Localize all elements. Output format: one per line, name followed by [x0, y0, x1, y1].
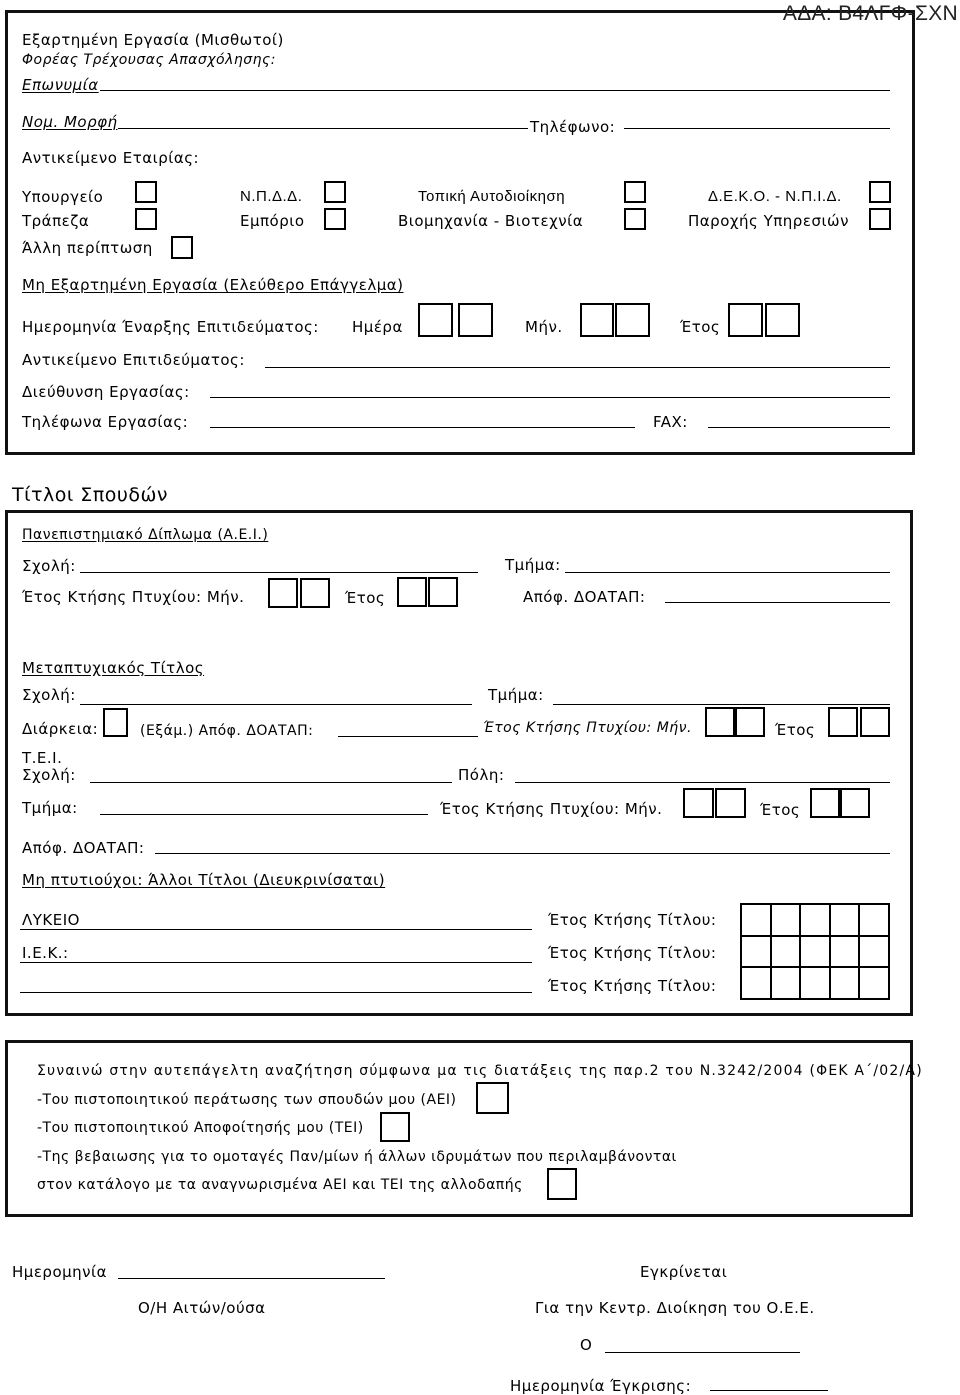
postgraduate-degree-month-label: Έτος Κτήσης Πτυχίου: Μήν.: [483, 720, 692, 736]
consent-item-aei: -Του πιστοποιητικού περάτωσης των σπουδών μου (ΑΕΙ): [37, 1092, 457, 1108]
consent-section-frame: [5, 1040, 913, 1217]
iek-label: Ι.Ε.Κ.:: [22, 944, 69, 962]
consent-item-foreign-line-2: στον κατάλογο με τα αναγνωρισμένα ΑΕΙ και ΤΕΙ της αλλοδαπής: [37, 1177, 523, 1193]
fax-label: FAX:: [653, 413, 688, 431]
company-name-field[interactable]: [100, 73, 890, 91]
university-year-digit-1[interactable]: [397, 577, 427, 607]
sector-commerce-label: Εμπόριο: [240, 212, 305, 230]
sector-npdd-label: Ν.Π.Δ.Δ.: [240, 188, 303, 205]
sector-deko-npid-label: Δ.Ε.Κ.Ο. - Ν.Π.Ι.Δ.: [708, 188, 842, 205]
lyceum-year-cell-3[interactable]: [801, 905, 831, 937]
tei-degree-month-label: Έτος Κτήσης Πτυχίου: Μήν.: [440, 800, 663, 818]
postgraduate-department-label: Τμήμα:: [488, 686, 544, 704]
start-month-digit-2[interactable]: [615, 303, 650, 337]
lyceum-label: ΛΥΚΕΙΟ: [22, 911, 80, 929]
sector-services-checkbox[interactable]: [869, 208, 891, 230]
iek-year-cell-5[interactable]: [860, 937, 890, 969]
self-employed-heading: Μη Εξαρτημένη Εργασία (Ελεύθερο Επάγγελμα): [22, 276, 404, 294]
university-department-label: Τμήμα:: [505, 556, 561, 574]
postgraduate-department-field[interactable]: [553, 687, 890, 705]
tei-doatap-label: Απόφ. ΔΟΑΤΑΠ:: [22, 839, 145, 857]
lyceum-field[interactable]: [20, 912, 532, 930]
company-object-label: Αντικείμενο Εταιρίας:: [22, 149, 200, 167]
sector-bank-checkbox[interactable]: [135, 208, 157, 230]
iek-year-cell-2[interactable]: [772, 937, 802, 969]
legal-form-label: Νομ. Μορφή: [22, 113, 118, 131]
university-degree-month-label: Έτος Κτήσης Πτυχίου: Μήν.: [22, 588, 245, 606]
lyceum-year-cell-1[interactable]: [742, 905, 772, 937]
university-doatap-label: Απόφ. ΔΟΑΤΑΠ:: [523, 588, 646, 606]
start-month-digit-1[interactable]: [580, 303, 614, 337]
start-day-digit-1[interactable]: [418, 303, 453, 337]
university-year-label: Έτος: [345, 589, 386, 607]
sector-commerce-checkbox[interactable]: [324, 208, 346, 230]
other-title-year-cell-1[interactable]: [742, 968, 772, 1000]
sector-npdd-checkbox[interactable]: [324, 181, 346, 203]
other-title-year-cell-3[interactable]: [801, 968, 831, 1000]
lyceum-year-label: Έτος Κτήσης Τίτλου:: [548, 911, 717, 929]
start-year-label: Έτος: [680, 318, 721, 336]
employed-heading: Εξαρτημένη Εργασία (Μισθωτοί): [22, 31, 284, 49]
sector-ministry-label: Υπουργείο: [22, 188, 104, 206]
consent-statement: Συναινώ στην αυτεπάγελτη αναζήτηση σύμφωνα μα τις διατάξεις της παρ.2 του Ν.3242/2004 (ΦΕΚ Α΄/02/Α): [37, 1063, 923, 1079]
approval-date-field[interactable]: [710, 1373, 828, 1391]
company-name-label: Επωνυμία: [22, 76, 99, 94]
sector-services-label: Παροχής Υπηρεσιών: [688, 212, 849, 230]
consent-item-foreign-line-1: -Της βεβαιωσης για το ομοταγές Παν/μίων ή άλλων ιδρυμάτων που περιλαμβάνονται: [37, 1149, 677, 1165]
tei-school-label: Σχολή:: [22, 766, 76, 784]
application-date-field[interactable]: [118, 1261, 385, 1279]
tei-heading: Τ.Ε.Ι.: [22, 749, 63, 767]
postgraduate-duration-box[interactable]: [103, 708, 128, 737]
sector-bank-label: Τράπεζα: [22, 212, 90, 230]
lyceum-year-cell-4[interactable]: [831, 905, 861, 937]
consent-tei-checkbox[interactable]: [380, 1112, 410, 1142]
sector-ministry-checkbox[interactable]: [135, 181, 157, 203]
start-day-label: Ημέρα: [352, 318, 403, 336]
sector-other-label: Άλλη περίπτωση: [22, 239, 153, 257]
business-object-label: Αντικείμενο Επιτιδεύματος:: [22, 351, 245, 369]
lyceum-year-cell-5[interactable]: [860, 905, 890, 937]
applicant-label: Ο/Η Αιτών/ούσα: [138, 1299, 266, 1317]
iek-year-cell-1[interactable]: [742, 937, 772, 969]
non-graduates-heading: Μη πτυτιούχοι: Άλλοι Τίτλοι (Διευκρινίσαται): [22, 871, 386, 889]
central-admin-label: Για την Κεντρ. Διοίκηση του Ο.Ε.Ε.: [535, 1299, 815, 1317]
university-month-digit-2[interactable]: [300, 578, 330, 608]
business-object-field[interactable]: [265, 350, 890, 368]
official-name-field[interactable]: [605, 1335, 800, 1353]
postgraduate-month-digit-1[interactable]: [705, 707, 735, 737]
title-year-grid: [740, 903, 890, 1000]
university-doatap-field[interactable]: [665, 585, 890, 603]
postgraduate-heading: Μεταπτυχιακός Τίτλος: [22, 659, 205, 677]
postgraduate-doatap-field[interactable]: [338, 719, 478, 737]
phone-label: Τηλέφωνο:: [530, 118, 616, 136]
postgraduate-duration-label: Διάρκεια:: [22, 720, 99, 738]
postgraduate-school-field[interactable]: [80, 687, 472, 705]
postgraduate-year-digit-2[interactable]: [860, 707, 890, 737]
other-title-year-label: Έτος Κτήσης Τίτλου:: [548, 977, 717, 995]
tei-month-digit-2[interactable]: [715, 788, 746, 818]
lyceum-year-cell-2[interactable]: [772, 905, 802, 937]
work-address-field[interactable]: [210, 380, 890, 398]
sector-local-government-label: Τοπική Αυτοδιοίκηση: [418, 188, 566, 205]
work-address-label: Διεύθυνση Εργασίας:: [22, 383, 190, 401]
tei-school-field[interactable]: [90, 765, 452, 783]
consent-item-tei: -Του πιστοποιητικού Αποφοίτησής μου (ΤΕΙ): [37, 1120, 364, 1136]
official-prefix-label: Ο: [580, 1336, 593, 1354]
sector-industry-label: Βιομηχανία - Βιοτεχνία: [398, 212, 584, 230]
sector-industry-checkbox[interactable]: [624, 208, 646, 230]
start-day-digit-2[interactable]: [458, 303, 493, 337]
fax-field[interactable]: [708, 410, 890, 428]
tei-month-digit-1[interactable]: [683, 788, 714, 818]
tei-city-label: Πόλη:: [458, 766, 505, 784]
iek-field[interactable]: [20, 945, 532, 963]
postgraduate-doatap-label: (Εξάμ.) Απόφ. ΔΟΑΤΑΠ:: [140, 723, 314, 739]
start-month-label: Μήν.: [525, 318, 563, 336]
work-phones-field[interactable]: [210, 410, 635, 428]
start-year-digit-2[interactable]: [765, 303, 800, 337]
other-title-year-cell-2[interactable]: [772, 968, 802, 1000]
university-month-digit-1[interactable]: [268, 578, 298, 608]
start-date-label: Ημερομηνία Έναρξης Επιτιδεύματος:: [22, 318, 319, 336]
consent-aei-checkbox[interactable]: [476, 1082, 509, 1114]
iek-year-label: Έτος Κτήσης Τίτλου:: [548, 944, 717, 962]
other-title-year-cell-5[interactable]: [860, 968, 890, 1000]
tei-department-label: Τμήμα:: [22, 799, 78, 817]
start-year-digit-1[interactable]: [728, 303, 763, 337]
employer-heading: Φορέας Τρέχουσας Απασχόλησης:: [22, 52, 276, 68]
other-title-field[interactable]: [20, 975, 532, 993]
university-department-field[interactable]: [565, 555, 890, 573]
tei-doatap-field[interactable]: [155, 836, 890, 854]
sector-deko-npid-checkbox[interactable]: [869, 181, 891, 203]
tei-department-field[interactable]: [100, 797, 428, 815]
tei-year-digit-2[interactable]: [840, 788, 870, 818]
university-heading: Πανεπιστημιακό Δίπλωμα (Α.Ε.Ι.): [22, 527, 269, 543]
university-school-field[interactable]: [80, 555, 478, 573]
approved-label: Εγκρίνεται: [640, 1263, 728, 1281]
tei-city-field[interactable]: [515, 765, 890, 783]
iek-year-cell-4[interactable]: [831, 937, 861, 969]
legal-form-field[interactable]: [118, 111, 528, 129]
tei-year-digit-1[interactable]: [810, 788, 840, 818]
consent-foreign-checkbox[interactable]: [547, 1168, 577, 1200]
studies-heading: Τίτλοι Σπουδών: [12, 484, 169, 506]
application-date-label: Ημερομηνία: [12, 1263, 108, 1281]
iek-year-cell-3[interactable]: [801, 937, 831, 969]
university-year-digit-2[interactable]: [428, 577, 458, 607]
postgraduate-school-label: Σχολή:: [22, 686, 76, 704]
sector-local-government-checkbox[interactable]: [624, 181, 646, 203]
university-school-label: Σχολή:: [22, 557, 76, 575]
phone-field[interactable]: [624, 111, 890, 129]
postgraduate-month-digit-2[interactable]: [735, 707, 765, 737]
sector-other-checkbox[interactable]: [171, 236, 193, 259]
approval-date-label: Ημερομηνία Έγκρισης:: [510, 1377, 692, 1395]
postgraduate-year-label: Έτος: [775, 721, 816, 739]
tei-year-label: Έτος: [760, 801, 801, 819]
work-phones-label: Τηλέφωνα Εργασίας:: [22, 413, 189, 431]
other-title-year-cell-4[interactable]: [831, 968, 861, 1000]
postgraduate-year-digit-1[interactable]: [828, 707, 858, 737]
ada-code: ΑΔΑ: Β4ΛΓΦ-ΣΧΝ: [782, 2, 958, 25]
